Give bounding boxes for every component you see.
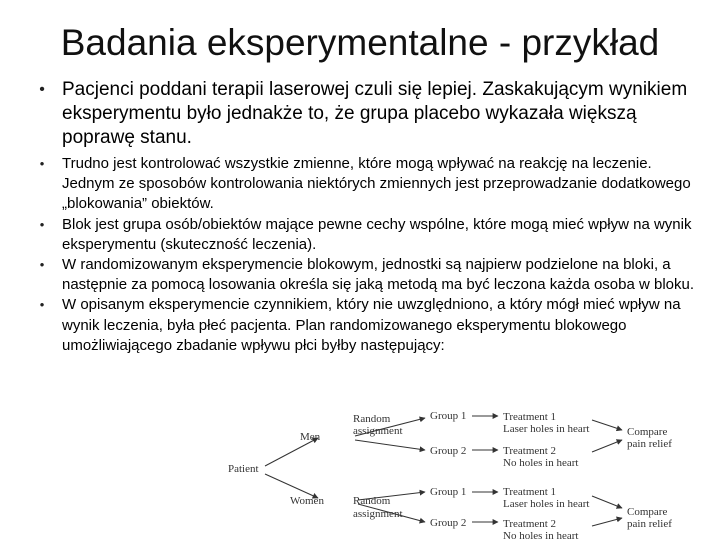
random-assignment-label: Random	[353, 495, 391, 507]
bullet-dot-icon: •	[39, 156, 45, 171]
bullet-text: Pacjenci poddani terapii laserowej czuli się lepiej. Zaskakującym wynikiem eksperymentu było jednakże to, że grupa placebo wykazała większą poprawę stanu.	[62, 79, 688, 148]
bullet-dot-icon: •	[39, 257, 45, 273]
bullet-text: Blok jest grupa osób/obiektów mające pewne cechy wspólne, które mogą mieć wpływ na wynik eksperymentu (skuteczność leczenia).	[62, 215, 692, 253]
group-label: Group 2	[430, 445, 467, 457]
compare-label: Compare	[627, 426, 668, 438]
random-assignment-label: assignment	[353, 508, 403, 520]
block-label-men: Men	[300, 431, 321, 443]
treatment-detail: Laser holes in heart	[503, 498, 590, 510]
bullet-text: W randomizowanym eksperymencie blokowym, jednostki są najpierw podzielone na bloki, a następnie za pomocą losowania określa się jaką metodą ma być leczona każda osoba w bloku.	[62, 256, 695, 294]
bullet-item	[22, 78, 708, 150]
bullet-dot-icon: •	[39, 297, 45, 313]
treatment-label: Treatment 1	[503, 411, 557, 423]
root-label: Patient	[228, 463, 259, 475]
bullet-item	[22, 295, 708, 356]
treatment-detail: No holes in heart	[503, 457, 579, 469]
treatment-label: Treatment 2	[503, 445, 557, 457]
treatment-label: Treatment 1	[503, 486, 557, 498]
treatment-detail: Laser holes in heart	[503, 423, 590, 435]
treatment-detail: No holes in heart	[503, 530, 579, 540]
group-label: Group 2	[430, 517, 467, 529]
group-label: Group 1	[430, 410, 467, 422]
bullet-item	[22, 215, 708, 255]
slide-title: Badania eksperymentalne - przykład	[60, 22, 660, 63]
bullet-item	[22, 154, 708, 215]
bullet-text: Trudno jest kontrolować wszystkie zmienne, które mogą wpływać na reakcję na leczenie. Jednym ze sposobów kontrolowania niektórych zmiennych jest przeprowadzanie dodatkowego „blokowania” obiektów.	[62, 155, 691, 213]
bullet-dot-icon: •	[39, 216, 45, 232]
block-label-women: Women	[290, 495, 324, 507]
bullet-dot-icon: •	[39, 81, 45, 98]
random-assignment-label: assignment	[353, 425, 403, 437]
bullet-item	[22, 255, 708, 295]
group-label: Group 1	[430, 486, 467, 498]
bullet-text: W opisanym eksperymencie czynnikiem, który nie uwzględniono, a który mógł mieć wpływ na wynik leczenia, była płeć pacjenta. Plan randomizowanego eksperymentu blokowego umożliwiającego zbadanie wpływu płci byłby następujący:	[62, 296, 681, 354]
bullet-list	[22, 78, 708, 356]
treatment-label: Treatment 2	[503, 518, 557, 530]
compare-label: Compare	[627, 506, 668, 518]
random-assignment-label: Random	[353, 413, 391, 425]
block-design-diagram	[220, 400, 720, 540]
compare-label: pain relief	[627, 518, 672, 530]
compare-label: pain relief	[627, 438, 672, 450]
